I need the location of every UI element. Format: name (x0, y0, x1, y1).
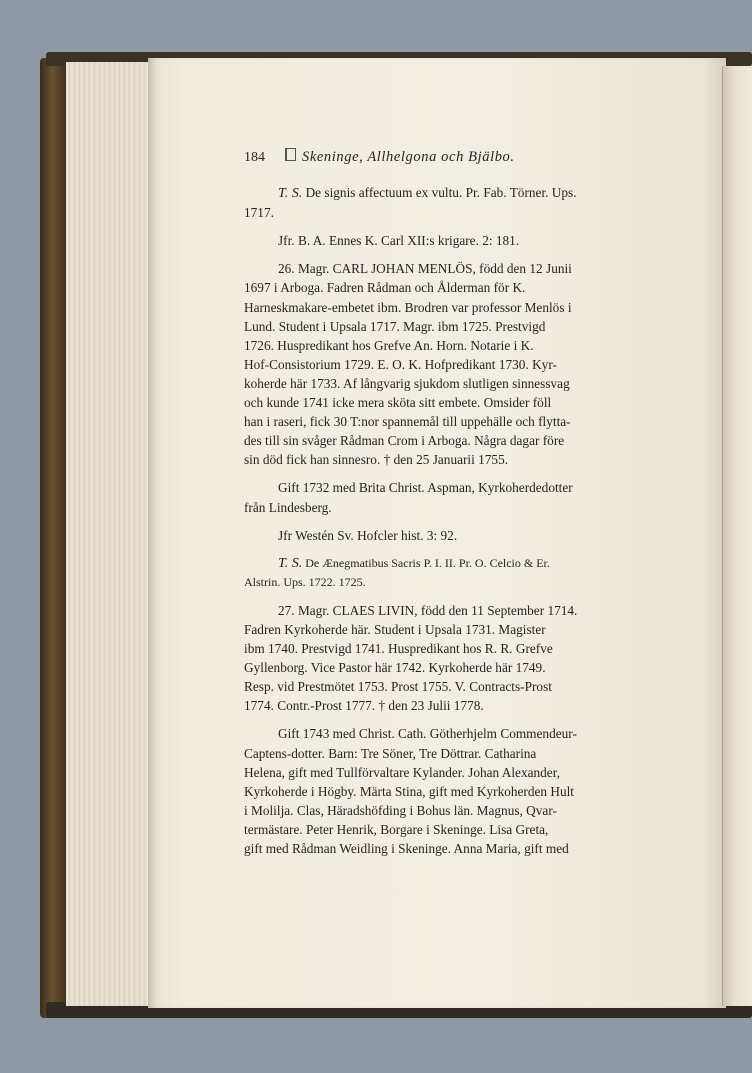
page-header (244, 148, 680, 167)
paragraph-thesis-2: T. S. De Ænegmatibus Sacris P. I. II. Pr. O. Celcio & Er. Alstrin. Ups. 1722. 1725. (244, 555, 550, 589)
paragraph-marriage-26: Gift 1732 med Brita Christ. Aspman, Kyrkoherdedotter från Lindesberg. (244, 480, 573, 515)
paragraph-entry-27: 27. Magr. CLAES LIVIN, född den 11 September 1714. Fadren Kyrkoherde här. Student i Upsala 1731. Magister ibm 1740. Prestvigd 1741. Huspredikant hos R. R. Grefve Gyllenborg. Vice Pastor här 1742. Kyrkoherde här 1749. Resp. vid Prestmötet 1753. Prost 1755. V. Contracts-Prost 1774. Contr.-Prost 1777. † den 23 Julii 1778. (244, 602, 578, 714)
page-text (244, 148, 680, 858)
thesis-mark: T. S. (278, 186, 303, 202)
paragraph-reference-1: Jfr. B. A. Ennes K. Carl XII:s krigare. 2: 181. (278, 233, 520, 249)
running-title: Skeninge, Allhelgona och Bjälbo. (302, 149, 515, 165)
bracket-mark-icon (285, 148, 296, 161)
facing-page-edge (722, 66, 752, 1006)
paragraph-entry-26: 26. Magr. CARL JOHAN MENLÖS, född den 12 Junii 1697 i Arboga. Fadren Rådman och Ålderman för K. Harneskmakare-embetet ibm. Brodren var professor Menlös i Lund. Student i Upsala 1717. Magr. ibm 1725. Prestvigd 1726. Huspredikant hos Grefve An. Horn. Notarie i K. Hof-Consistorium 1729. E. O. K. Hofpredikant 1730. Kyr- koherde här 1733. Af långvarig sjukdom slutligen sinnessvag och kunde 1741 icke mera sköta sitt embete. Omsider föll han i raseri, fick 30 T:nor spannemål till uppehälle och flytta- des till sin svåger Rådman Crom i Arboga. Några dagar före sin död fick han sinnesro. † den 25 Januarii 1755. (244, 261, 572, 468)
page-number: 184 (244, 150, 265, 165)
thesis-mark: T. S. (278, 555, 303, 571)
page-edges (66, 62, 156, 1006)
paragraph-reference-2: Jfr Westén Sv. Hofcler hist. 3: 92. (278, 527, 458, 543)
paragraph-marriage-27: Gift 1743 med Christ. Cath. Götherhjelm Commendeur- Captens-dotter. Barn: Tre Söner, Tre Döttrar. Catharina Helena, gift med Tullförvaltare Kylander. Johan Alexander, Kyrkoherde i Högby. Märta Stina, gift med Kyrkoherden Hult i Molilja. Clas, Häradshöfding i Bohus län. Magnus, Qvar- termästare. Peter Henrik, Borgare i Skeninge. Lisa Greta, gift med Rådman Weidling i Skeninge. Anna Maria, gift med (244, 726, 577, 856)
paragraph-thesis-1: T. S. De signis affectuum ex vultu. Pr. Fab. Törner. Ups. 1717. (244, 185, 577, 221)
